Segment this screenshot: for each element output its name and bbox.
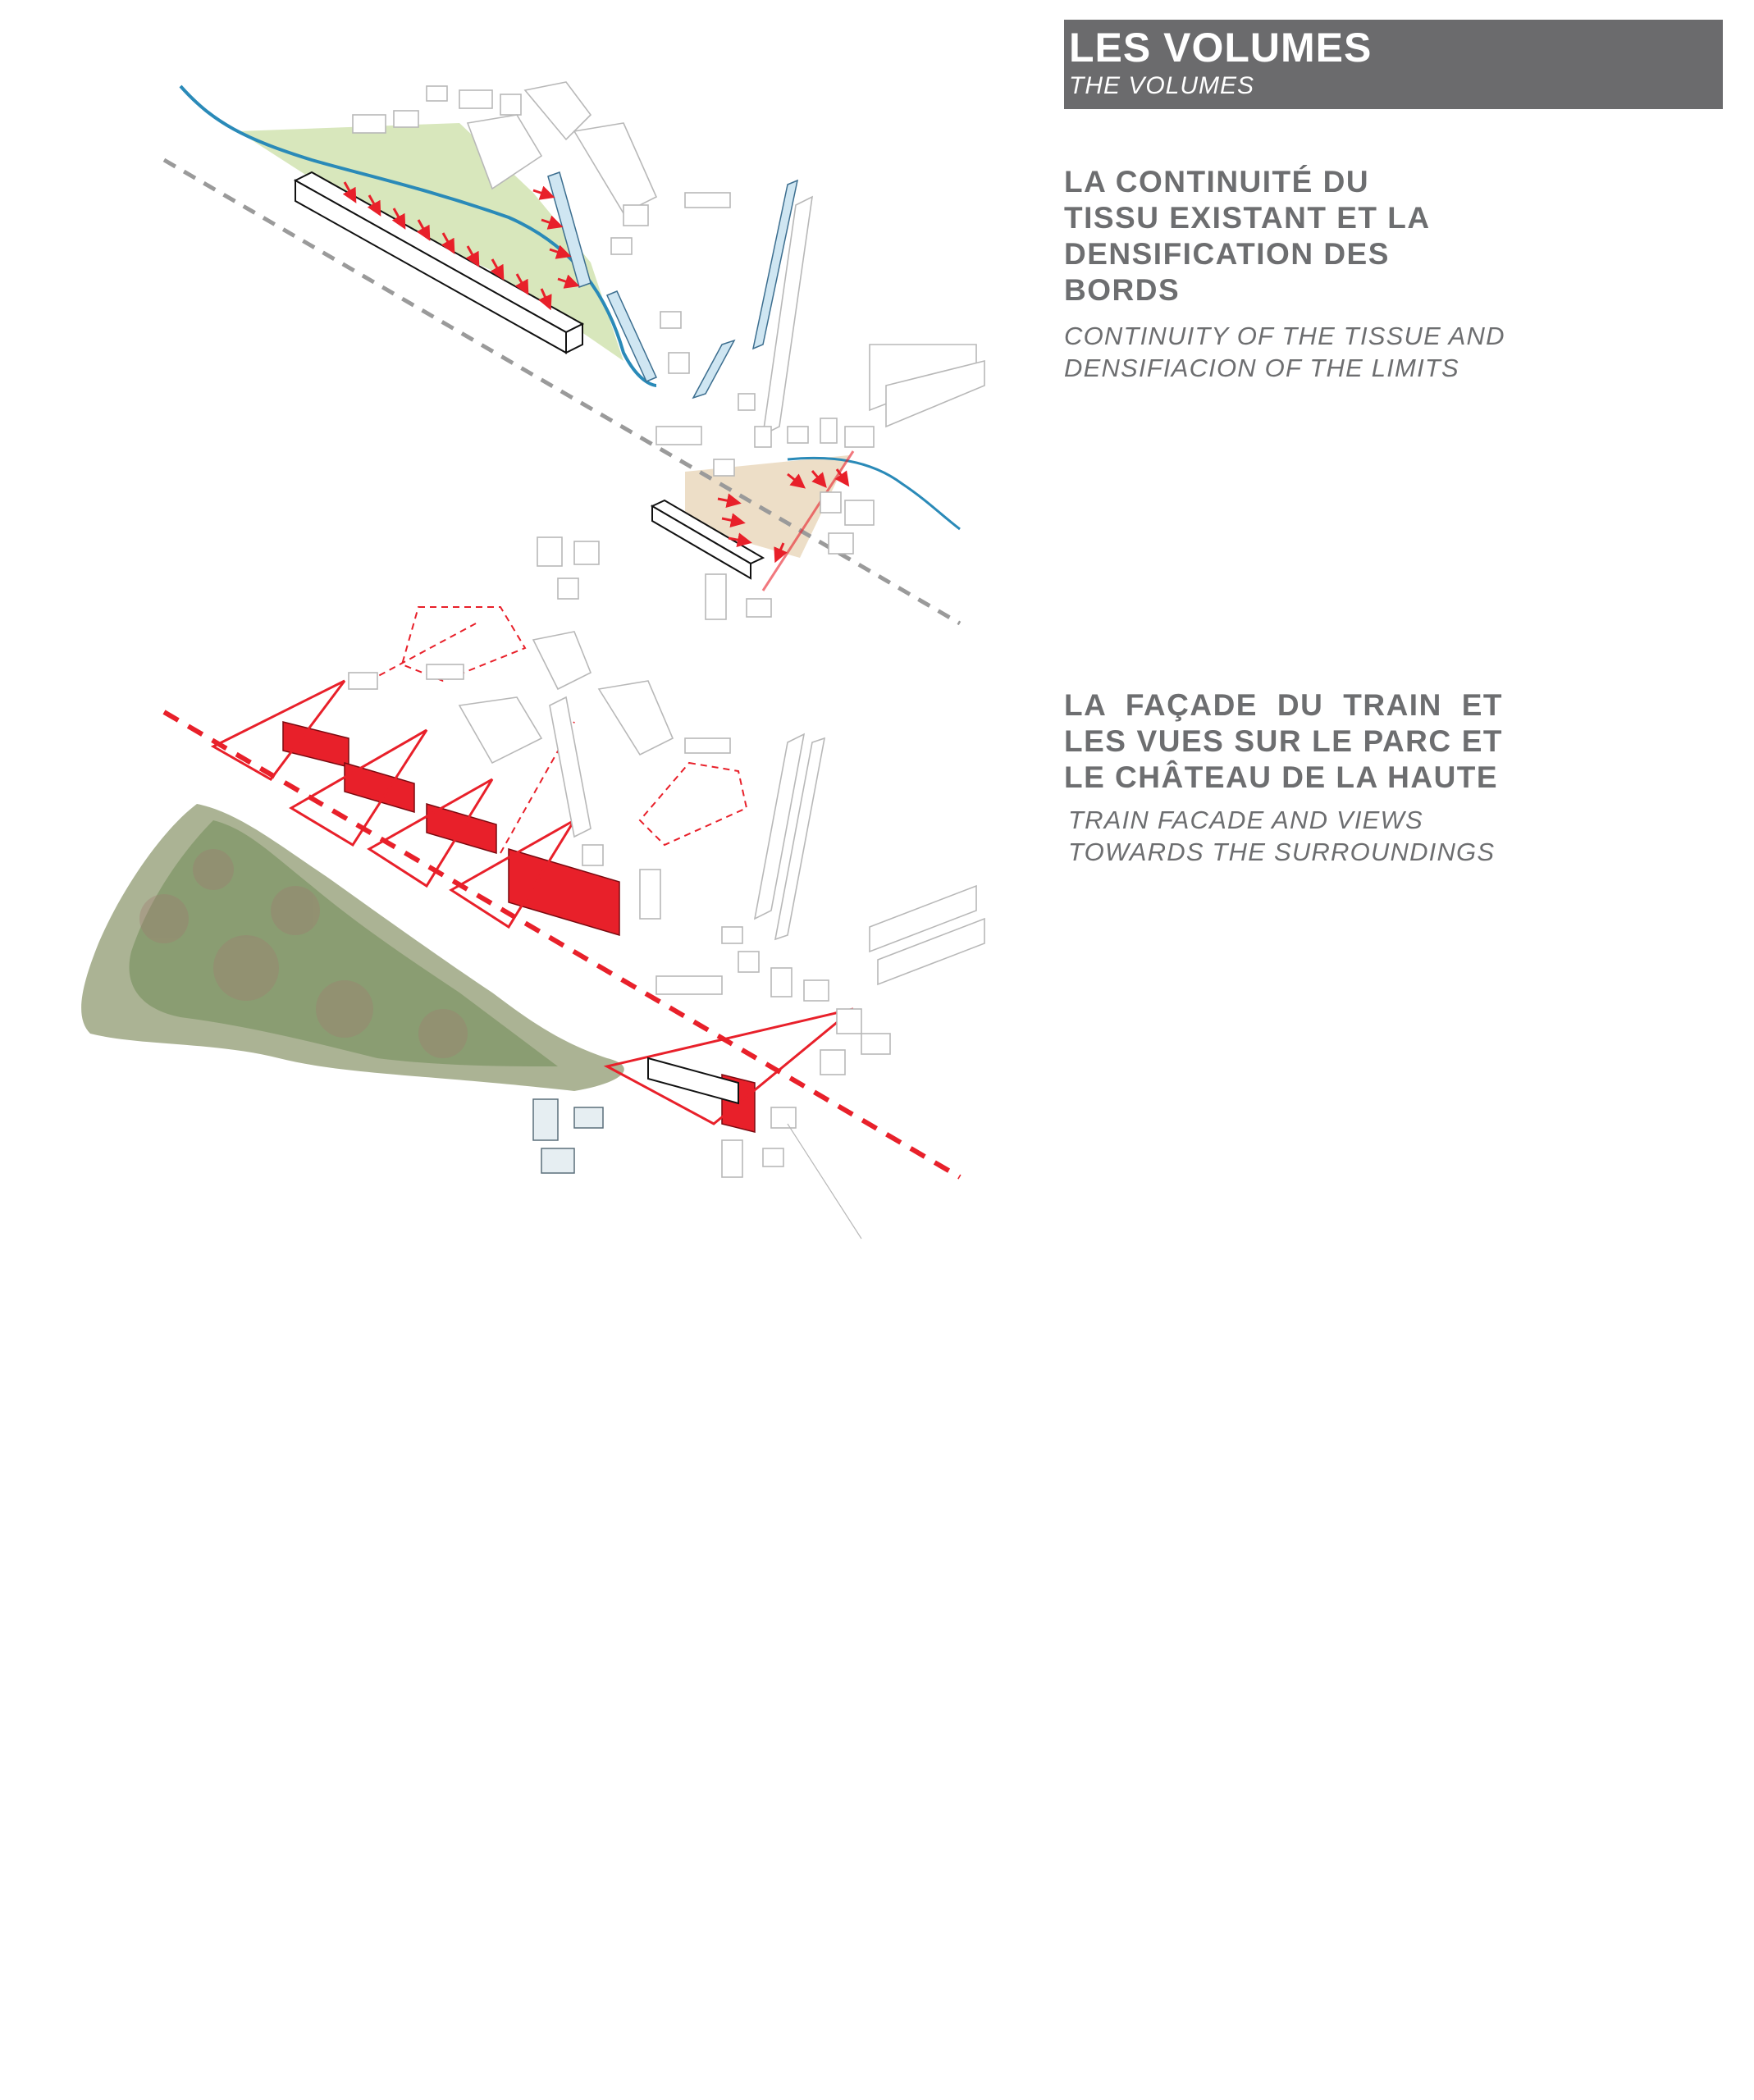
page-subtitle: THE VOLUMES: [1069, 72, 1255, 99]
section-1-subheading: CONTINUITY OF THE TISSUE AND DENSIFIACION OF THE LIMITS: [1064, 322, 1505, 382]
train-facade-diagram: [81, 607, 984, 1239]
section-2-subheading: TRAIN FACADE AND VIEWS TOWARDS THE SURROUNDINGS: [1068, 806, 1496, 866]
title-bar: [1064, 20, 1723, 109]
section-2-heading-line: LA FAÇADE DU TRAIN ET: [1064, 688, 1503, 722]
park-vegetation: [81, 804, 624, 1091]
diagram-area: [0, 0, 1017, 1280]
section-1-heading: LA CONTINUITÉ DU TISSU EXISTANT ET LA DENSIFICATION DES BORDS: [1064, 165, 1431, 307]
section-2-heading-line: LES VUES SUR LE PARC ET: [1064, 724, 1503, 758]
continuity-diagram: [164, 82, 984, 623]
page-title: LES VOLUMES: [1069, 25, 1373, 71]
section-2-heading-line: LE CHÂTEAU DE LA HAUTE: [1064, 760, 1499, 794]
